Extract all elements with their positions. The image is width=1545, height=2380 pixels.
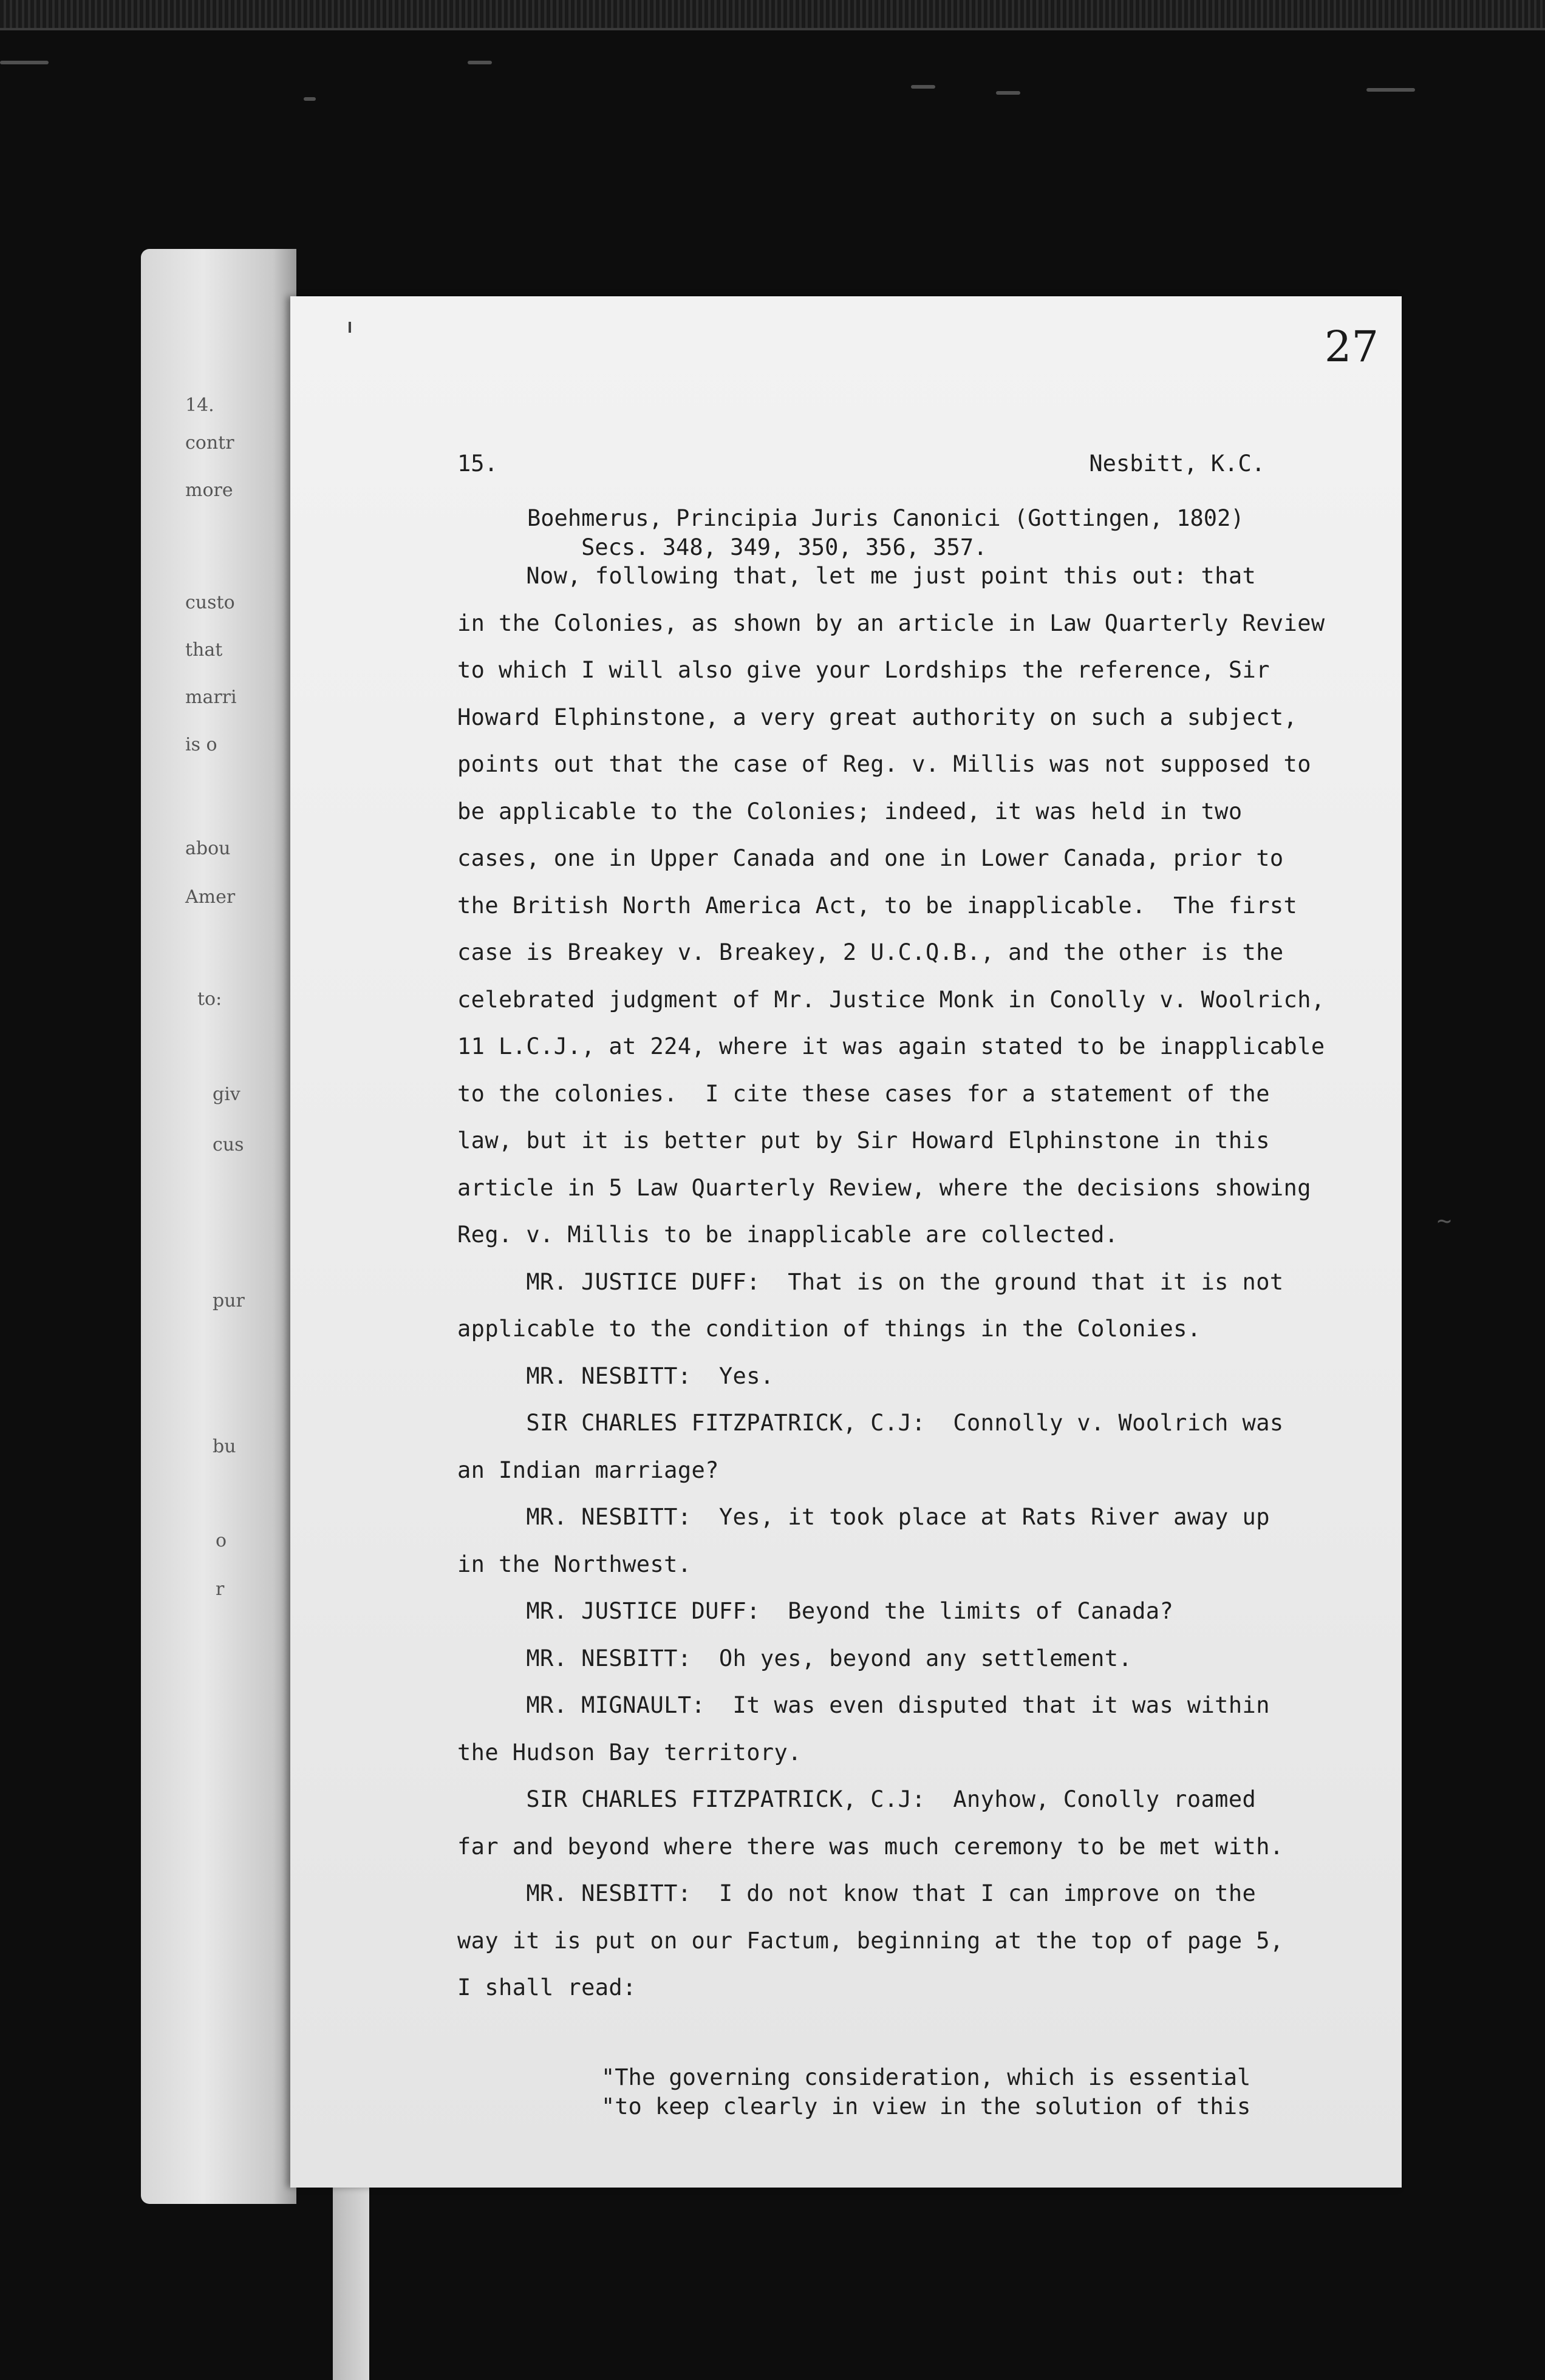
prev-fragment: bu xyxy=(213,1436,236,1457)
transcript-line: I shall read: xyxy=(457,1974,636,2001)
prev-fragment: marri xyxy=(185,687,237,708)
transcript-line: case is Breakey v. Breakey, 2 U.C.Q.B., and the other is the xyxy=(457,939,1284,965)
transcript-line: cases, one in Upper Canada and one in Lower Canada, prior to xyxy=(457,845,1284,871)
document-page xyxy=(290,296,1452,2188)
transcript-line: applicable to the condition of things in the Colonies. xyxy=(457,1316,1201,1342)
prev-fragment: cus xyxy=(213,1134,244,1155)
transcript-line: be applicable to the Colonies; indeed, it was held in two xyxy=(457,798,1243,824)
prev-fragment: o xyxy=(216,1530,227,1551)
transcript-line: MR. JUSTICE DUFF: That is on the ground that it is not xyxy=(457,1268,1284,1295)
previous-page-tail xyxy=(333,2161,369,2380)
prev-fragment: contr xyxy=(185,432,234,454)
transcript-line: SIR CHARLES FITZPATRICK, C.J: Connolly v. Woolrich was xyxy=(457,1410,1284,1436)
film-scratches xyxy=(0,42,1545,109)
transcript-line: celebrated judgment of Mr. Justice Monk in Conolly v. Woolrich, xyxy=(457,986,1325,1013)
quote-line: "to keep clearly in view in the solution of this xyxy=(601,2093,1251,2120)
transcript-line: law, but it is better put by Sir Howard Elphinstone in this xyxy=(457,1127,1270,1154)
prev-fragment: giv xyxy=(213,1084,240,1105)
transcript-line: to the colonies. I cite these cases for a statement of the xyxy=(457,1080,1270,1107)
page-number: 27 xyxy=(1324,322,1379,372)
prev-fragment: r xyxy=(216,1579,225,1600)
transcript-line: MR. JUSTICE DUFF: Beyond the limits of Canada? xyxy=(457,1598,1174,1624)
quoted-passage xyxy=(601,2063,1250,2121)
transcript-line: the Hudson Bay territory. xyxy=(457,1739,802,1766)
prev-fragment: custo xyxy=(185,592,235,613)
prev-fragment: 14. xyxy=(185,395,214,416)
transcript-line: SIR CHARLES FITZPATRICK, C.J: Anyhow, Conolly roamed xyxy=(457,1786,1257,1812)
prev-fragment: pur xyxy=(213,1290,245,1311)
section-number: 15. xyxy=(457,450,498,477)
speaker-header: Nesbitt, K.C. xyxy=(1089,450,1265,477)
transcript-line: to which I will also give your Lordships the reference, Sir xyxy=(457,657,1270,683)
prev-fragment: to: xyxy=(197,988,222,1010)
transcript-line: the British North America Act, to be inapplicable. The first xyxy=(457,892,1298,919)
citation-line: Secs. 348, 349, 350, 356, 357. xyxy=(581,534,987,560)
transcript-line: MR. NESBITT: Oh yes, beyond any settlement. xyxy=(457,1645,1133,1671)
transcript-line: Now, following that, let me just point this out: that xyxy=(457,563,1257,589)
transcript-line: points out that the case of Reg. v. Millis was not supposed to xyxy=(457,751,1311,777)
transcript-line: MR. NESBITT: Yes. xyxy=(457,1362,774,1389)
prev-fragment: is o xyxy=(185,734,217,755)
quote-line: "The governing consideration, which is essential xyxy=(601,2064,1251,2090)
transcript-line: MR. NESBITT: I do not know that I can improve on the xyxy=(457,1880,1257,1906)
transcript-line: 11 L.C.J., at 224, where it was again stated to be inapplicable xyxy=(457,1033,1325,1059)
transcript-line: Howard Elphinstone, a very great authority on such a subject, xyxy=(457,704,1298,730)
transcript-line: Reg. v. Millis to be inapplicable are collected. xyxy=(457,1222,1119,1248)
transcript-line: article in 5 Law Quarterly Review, where the decisions showing xyxy=(457,1174,1311,1201)
transcript-body xyxy=(457,552,1356,2011)
transcript-line: in the Colonies, as shown by an article in Law Quarterly Review xyxy=(457,610,1325,636)
prev-fragment: that xyxy=(185,639,223,661)
transcript-line: MR. MIGNAULT: It was even disputed that it was within xyxy=(457,1692,1270,1718)
prev-fragment: Amer xyxy=(185,886,236,908)
transcript-line: far and beyond where there was much ceremony to be met with. xyxy=(457,1833,1284,1860)
transcript-line: way it is put on our Factum, beginning at the top of page 5, xyxy=(457,1927,1284,1954)
previous-page-edge xyxy=(141,249,296,2204)
pencil-mark: ~ xyxy=(1437,1207,1452,1235)
film-edge-strip xyxy=(0,0,1545,30)
citation-line: Boehmerus, Principia Juris Canonici (Gottingen, 1802) xyxy=(527,505,1244,531)
prev-fragment: more xyxy=(185,480,233,501)
transcript-line: an Indian marriage? xyxy=(457,1457,719,1483)
transcript-line: MR. NESBITT: Yes, it took place at Rats River away up xyxy=(457,1504,1270,1530)
transcript-line: in the Northwest. xyxy=(457,1551,692,1577)
margin-tick-mark xyxy=(349,322,351,333)
prev-fragment: abou xyxy=(185,838,231,859)
